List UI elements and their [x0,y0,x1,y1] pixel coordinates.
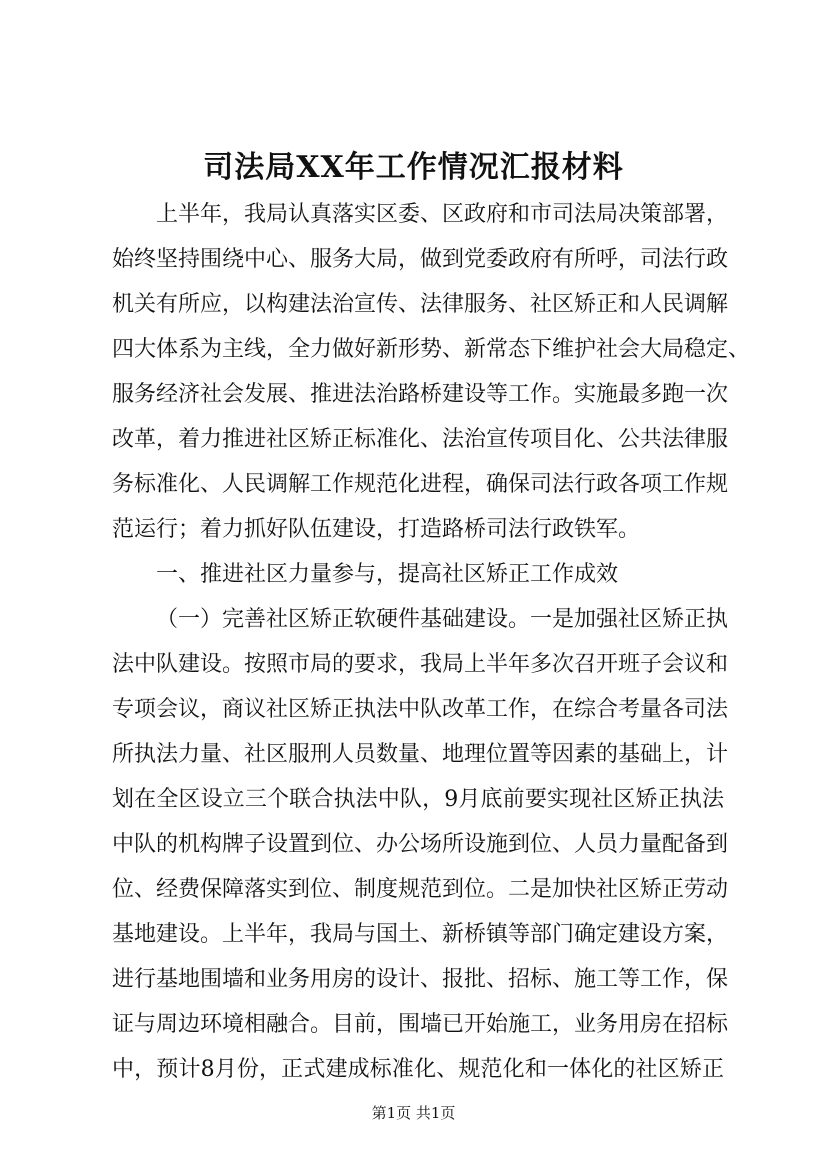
text-line: 中队的机构牌子设置到位、办公场所设施到位、人员力量配备到 [112,832,729,857]
page-number-footer: 第1页 共1页 [371,1104,456,1122]
text-line: 专项会议，商议社区矫正执法中队改革工作，在综合考量各司法 [112,697,729,722]
text-line: 法中队建设。按照市局的要求，我局上半年多次召开班子会议和 [112,652,729,677]
text-line: 改革，着力推进社区矫正标准化、法治宣传项目化、公共法律服 [112,427,729,452]
text-line: 范运行；着力抓好队伍建设，打造路桥司法行政铁军。 [112,517,641,542]
text-line: 始终坚持围绕中心、服务大局，做到党委政府有所呼，司法行政 [112,247,729,272]
text-line: 位、经费保障落实到位、制度规范到位。二是加快社区矫正劳动 [112,877,729,902]
text-line: 务标准化、人民调解工作规范化进程，确保司法行政各项工作规 [112,472,729,497]
section-heading: 一、推进社区力量参与，提高社区矫正工作成效 [156,562,619,587]
text-line: 中，预计8月份，正式建成标准化、规范化和一体化的社区矫正 [112,1057,724,1082]
text-line: 所执法力量、社区服刑人员数量、地理位置等因素的基础上，计 [112,742,729,767]
text-line: 机关有所应，以构建法治宣传、法律服务、社区矫正和人民调解 [112,292,729,317]
document-title: 司法局XX年工作情况汇报材料 [203,150,624,185]
text-line: 四大体系为主线，全力做好新形势、新常态下维护社会大局稳定、 [112,337,751,362]
text-line: 上半年，我局认真落实区委、区政府和市司法局决策部署， [156,202,729,227]
text-line: 划在全区设立三个联合执法中队，9月底前要实现社区矫正执法 [112,787,724,812]
text-line: （一）完善社区矫正软硬件基础建设。一是加强社区矫正执 [156,607,729,632]
text-line: 基地建设。上半年，我局与国土、新桥镇等部门确定建设方案， [112,922,729,947]
text-line: 进行基地围墙和业务用房的设计、报批、招标、施工等工作，保 [112,967,729,992]
text-line: 服务经济社会发展、推进法治路桥建设等工作。实施最多跑一次 [112,382,729,407]
text-line: 证与周边环境相融合。目前，围墙已开始施工，业务用房在招标 [112,1012,729,1037]
